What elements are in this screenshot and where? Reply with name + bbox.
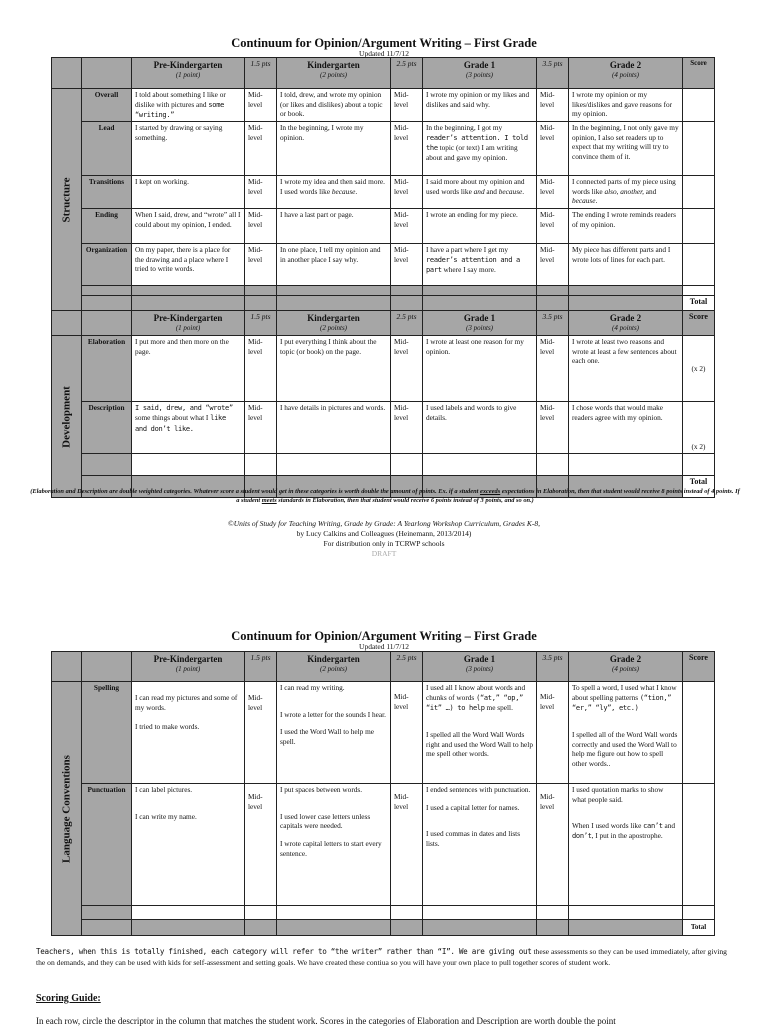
draft-watermark: DRAFT (371, 549, 397, 558)
credits: ©Units of Study for Teaching Writing, Grade by Grade: A Yearlong Workshop Curriculum, Grades K-8, by Lucy Calkins and Colleagues (Heinemann, 2013/2014) For distribution only in TCRWP schools (228, 519, 540, 548)
weighting-note: (Elaboration and Description are double weighted categories. Whatever score a student would get in these categories is worth double the amount of points. Ex. if a student exceeds expectations in Elaboration, then that student would receive 8 points instead of 4 points. If a student meets standards in Elaboration, then that student would receive 6 points instead of 3 points, and so on.) (30, 488, 740, 504)
header-1-5-pts: 1.5 pts (245, 58, 277, 89)
total-structure: Total (683, 296, 715, 311)
cell-description-pk: I said, drew, and “wrote” some things about what I like and don’t like. (132, 402, 245, 454)
cell-lead-g1: In the beginning, I got my reader’s attention. I told the topic (or text) I am writing about and gave my opinion. (423, 122, 537, 176)
category-lead: Lead (82, 122, 132, 176)
cell-spelling-g1: I used all I know about words and chunks of words (“at,” “op,” “it” …) to help me spell. I spelled all the Word Wall Words right and used the Word Wall to help me spell other words. (423, 682, 537, 784)
cell-transitions-g1: I said more about my opinion and used words like and and because. (423, 176, 537, 209)
scoring-guide-title: Scoring Guide: (36, 993, 101, 1004)
scoring-guide-text: In each row, circle the descriptor in the column that matches the student work. Scores in the categories of Elaboration and Description are worth double the point (36, 1016, 616, 1026)
category-organization: Organization (82, 244, 132, 286)
total-language: Total (683, 920, 715, 936)
header-pre-k-2: Pre-Kindergarten (1 point) (132, 311, 245, 336)
category-punctuation: Punctuation (82, 784, 132, 906)
cell-transitions-k: I wrote my idea and then said more. I used words like because. (277, 176, 391, 209)
section-development: Development (52, 336, 82, 498)
header-score-3: Score (683, 652, 715, 682)
teachers-note: Teachers, when this is totally finished, each category will refer to “the writer” rather than “I”. We are giving out these assessments so they can be used immediately, after giving the on demands, and they can be used with kids for self-assessment and setting goals. We have created these contiua so you will have your own place to pull together scores of student work. (36, 947, 727, 967)
header-grade-2: Grade 2 (4 points) (569, 58, 683, 89)
category-elaboration: Elaboration (82, 336, 132, 402)
header-pre-k: Pre-Kindergarten (1 point) (132, 58, 245, 89)
weight-elaboration: (x 2) (683, 336, 715, 402)
header-score-2: Score (683, 311, 715, 336)
total-development: Total (683, 476, 715, 498)
header-kindergarten: Kindergarten (2 points) (277, 58, 391, 89)
header-score: Score (683, 58, 715, 89)
section-language-conventions: Language Conventions (52, 682, 82, 936)
header-2-5-pts: 2.5 pts (391, 58, 423, 89)
rubric-table-1: Pre-Kindergarten (1 point) 1.5 pts Kindergarten (2 points) 2.5 pts Grade 1 (3 points) 3.5 pts Grade 2 (4 points) Score Structure Overall I told about something I like or dislike with pictures and some “writing.” Mid-level I told, drew, and wrote my opinion (or likes and dislikes) about a topic or book. Mid-level I wrote my opinion or my likes and dislikes and said why. Mid-level I wrote my opinion or my likes/dislikes and gave reasons for my opinion. Lead I started by drawing or saying something. Mid-level In the beginning, I wrote my opinion. Mid-level In the beginning, I got my reader’s attention. I told the topic (or text) I am writing about and gave my opinion. Mid-level In the beginning, I not only gave my opinion, I also set readers up to expect that my writing will try to convince them of it. Transitions I kept on working. Mid-level I wrote my idea and then said more. I used words like because. Mid-level I said more about my opinion and used words like and and because. Mid-level I connected parts of my piece using words like also, another, and because. Ending When I said, drew, and “wrote” all I could about my opinion, I ended. Mid-level I have a last part or page. Mid-level I wrote an ending for my piece. Mid-level The ending I wrote reminds readers of my opinion. Organization On my paper, there is a place for the drawing and a place where I tried to write words. Mid-level In one place, I tell my opinion and in another place I say why. Mid-level I have a part where I get my reader’s attention and a part where I say more. Mid-level My piece has different parts and I wrote lots of lines for each part. Total Pre-Kindergarten (1 point) 1.5 pts Kindergarten (2 points) 2.5 pts Grade 1 (3 points) 3.5 pts Grade 2 (4 points) Score Development Elaboration I put more and then more on the page. Mid-level I put everything I think about the topic (or book) on the page. Mid-level I wrote at least one reason for my opinion. Mid-level I wrote at least two reasons and wrote at least a few sentences about each one. (x 2) Description I said, drew, and “wrote” some things about what I like and don’t like. Mid-level I have details in pictures and words. Mid-level I used labels and words to give details. Mid-level I chose words that would make readers agree with my opinion. (x 2) Total (51, 57, 715, 498)
updated-date: Updated 11/7/12 (359, 49, 409, 58)
category-ending: Ending (82, 209, 132, 244)
category-spelling: Spelling (82, 682, 132, 784)
cell-overall-pk: I told about something I like or dislike with pictures and some “writing.” (132, 89, 245, 122)
cell-organization-g1: I have a part where I get my reader’s attention and a part where I say more. (423, 244, 537, 286)
category-overall: Overall (82, 89, 132, 122)
page-title-2: Continuum for Opinion/Argument Writing – First Grade (231, 629, 537, 643)
page-title: Continuum for Opinion/Argument Writing – First Grade (231, 36, 537, 50)
cell-punctuation-g2: I used quotation marks to show what people said. When I used words like can’t and don’t, I put in the apostrophe. (569, 784, 683, 906)
rubric-table-2: Pre-Kindergarten (1 point) 1.5 pts Kindergarten (2 points) 2.5 pts Grade 1 (3 points) 3.5 pts Grade 2 (4 points) Score Language Conventions Spelling I can read my pictures and some of my words. I tried to make words. Mid-level I can read my writing. I wrote a letter for the sounds I hear. I used the Word Wall to help me spell. Mid-level I used all I know about words and chunks of words (“at,” “op,” “it” …) to help me spell. I spelled all the Word Wall Words right and used the Word Wall to help me spell other words. Mid-level To spell a word, I used what I know about spelling patterns (“tion,” “er,” “ly”, etc.) I spelled all of the Word Wall words correctly and used the Word Wall to help me figure out how to spell other words.. Punctuation I can label pictures. I can write my name. Mid-level I put spaces between words. I used lower case letters unless capitals were needed. I wrote capital letters to start every sentence. Mid-level I ended sentences with punctuation. I used a capital letter for names. I used commas in dates and lists lists. Mid-level I used quotation marks to show what people said. When I used words like can’t and don’t, I put in the apostrophe. Total (51, 651, 715, 936)
cell-spelling-g2: To spell a word, I used what I know about spelling patterns (“tion,” “er,” “ly”, etc.) I spelled all of the Word Wall words correctly and used the Word Wall to help me figure out how to spell other words.. (569, 682, 683, 784)
weight-description: (x 2) (683, 402, 715, 454)
header-3-5-pts: 3.5 pts (537, 58, 569, 89)
category-description: Description (82, 402, 132, 454)
updated-date-2: Updated 11/7/12 (359, 642, 409, 651)
category-transitions: Transitions (82, 176, 132, 209)
cell-transitions-g2: I connected parts of my piece using words like also, another, and because. (569, 176, 683, 209)
header-grade-1: Grade 1 (3 points) (423, 58, 537, 89)
section-structure: Structure (52, 89, 82, 311)
